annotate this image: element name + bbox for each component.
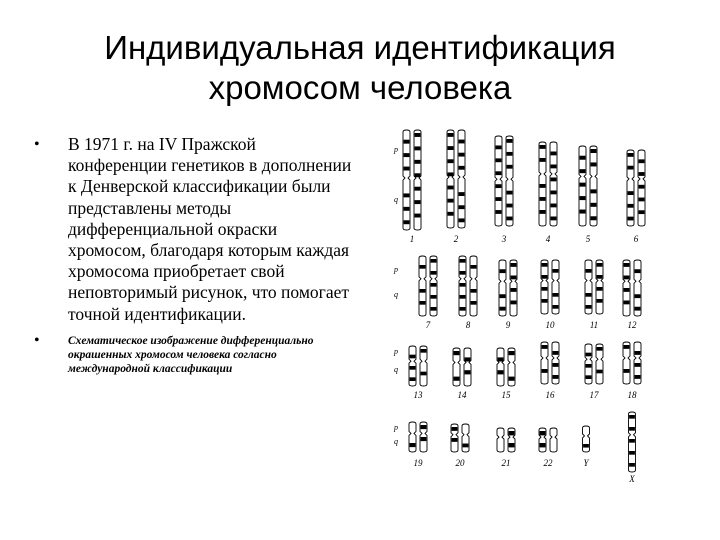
chromosome-4: [539, 142, 557, 244]
dark-band: [511, 276, 517, 280]
dark-band: [624, 276, 630, 280]
chromosome-label: 7: [425, 320, 431, 330]
dark-band: [551, 191, 557, 195]
chromatid: [539, 428, 546, 452]
chromatid: [508, 428, 515, 452]
dark-band: [540, 158, 546, 162]
dark-band: [465, 370, 471, 374]
dark-band: [635, 363, 641, 367]
chromosome-label: 22: [543, 458, 553, 468]
dark-band: [448, 212, 454, 216]
dark-band: [404, 167, 410, 171]
chromatid: [510, 260, 517, 316]
dark-band: [404, 153, 410, 157]
chromosome-label: 10: [545, 320, 555, 330]
chromatid-outline: [583, 426, 590, 452]
dark-band: [597, 347, 603, 351]
chromosome-label: 5: [585, 234, 591, 244]
dark-band: [460, 271, 466, 275]
dark-band: [404, 193, 410, 197]
chromosome-1: [403, 130, 421, 244]
dark-band: [540, 210, 546, 214]
dark-band: [639, 172, 645, 176]
dark-band: [597, 275, 603, 279]
chromosome-x: [628, 412, 635, 482]
dark-band: [471, 265, 477, 269]
dark-band: [415, 160, 421, 164]
dark-band: [454, 377, 460, 381]
dark-band: [454, 351, 460, 355]
dark-band: [553, 351, 559, 355]
chromatid-outline: [497, 428, 504, 452]
dark-band: [415, 146, 421, 150]
arm-label-p: p: [394, 423, 398, 432]
dark-band: [415, 214, 421, 218]
chromosome-label: 17: [589, 390, 599, 400]
dark-band: [511, 301, 517, 305]
dark-band: [420, 301, 426, 305]
dark-band: [421, 349, 427, 353]
chromosome-14: [453, 348, 471, 400]
chromatid: [541, 260, 548, 314]
dark-band: [591, 189, 597, 193]
chromosome-18: [623, 342, 641, 400]
chromatid-outline: [590, 146, 597, 226]
chromatid: [420, 422, 427, 452]
chromatid-outline: [550, 428, 557, 452]
chromatid: [508, 348, 515, 386]
dark-band: [496, 210, 502, 214]
chromatid: [550, 428, 557, 452]
dark-band: [629, 427, 635, 431]
dark-band: [500, 294, 506, 298]
chromatid: [590, 146, 597, 226]
dark-band: [591, 203, 597, 207]
chromatid: [552, 342, 559, 384]
chromatid-outline: [458, 130, 465, 228]
chromatid-outline: [403, 130, 410, 230]
dark-band: [509, 443, 515, 447]
dark-band: [624, 345, 630, 349]
dark-band: [635, 269, 641, 273]
chromatid: [585, 344, 592, 384]
chromosome-15: [497, 348, 515, 400]
chromatid: [539, 142, 546, 226]
dark-band: [404, 220, 410, 224]
dark-band: [597, 263, 603, 267]
bullet-marker-1: •: [34, 136, 40, 153]
dark-band: [586, 353, 592, 357]
chromatid: [634, 260, 641, 316]
chromatid: [459, 256, 466, 316]
dark-band: [421, 425, 427, 429]
dark-band: [404, 140, 410, 144]
chromosome-label: 4: [545, 234, 551, 244]
dark-band: [542, 263, 548, 267]
dark-band: [421, 372, 427, 376]
dark-band: [459, 218, 465, 222]
dark-band: [498, 370, 504, 374]
dark-band: [586, 375, 592, 379]
dark-band: [509, 351, 515, 355]
dark-band: [580, 169, 586, 173]
dark-band: [507, 165, 513, 169]
arm-label-q: q: [394, 195, 398, 204]
dark-band: [624, 263, 630, 267]
dark-band: [452, 427, 458, 431]
dark-band: [431, 283, 437, 287]
dark-band: [410, 443, 416, 447]
dark-band: [415, 200, 421, 204]
dark-band: [404, 207, 410, 211]
dark-band: [591, 216, 597, 220]
dark-band: [452, 438, 458, 442]
chromatid: [495, 136, 502, 226]
dark-band: [580, 196, 586, 200]
dark-band: [410, 366, 416, 370]
bullet-marker-2: •: [34, 332, 40, 349]
dark-band: [459, 153, 465, 157]
dark-band: [410, 377, 416, 381]
dark-band: [415, 173, 421, 177]
dark-band: [553, 293, 559, 297]
dark-band: [639, 185, 645, 189]
chromosome-label: 1: [409, 234, 415, 244]
chromosome-22: [539, 428, 557, 468]
dark-band: [586, 293, 592, 297]
dark-band: [507, 152, 513, 156]
dark-band: [448, 199, 454, 203]
dark-band: [421, 437, 427, 441]
dark-band: [431, 295, 437, 299]
chromatid-outline: [462, 424, 469, 452]
dark-band: [507, 204, 513, 208]
dark-band: [580, 183, 586, 187]
chromatid: [552, 260, 559, 314]
dark-band: [628, 166, 634, 170]
dark-band: [460, 283, 466, 287]
title-line-2: хромосом человека: [208, 69, 512, 106]
chromatid: [627, 150, 634, 226]
dark-band: [420, 265, 426, 269]
dark-band: [624, 301, 630, 305]
dark-band: [415, 133, 421, 137]
dark-band: [580, 156, 586, 160]
chromatid: [462, 424, 469, 452]
slide-title: [0, 28, 720, 108]
chromatid: [550, 142, 557, 226]
dark-band: [507, 217, 513, 221]
dark-band: [507, 191, 513, 195]
chromosome-8: [459, 256, 477, 330]
dark-band: [511, 288, 517, 292]
dark-band: [448, 172, 454, 176]
dark-band: [639, 159, 645, 163]
dark-band: [551, 204, 557, 208]
chromatid-outline: [497, 348, 504, 386]
dark-band: [496, 197, 502, 201]
chromosome-label: Y: [583, 458, 589, 468]
dark-band: [542, 369, 548, 373]
chromosome-label: 21: [501, 458, 511, 468]
dark-band: [597, 299, 603, 303]
chromosome-11: [585, 260, 603, 330]
chromatid: [497, 348, 504, 386]
dark-band: [420, 289, 426, 293]
chromosome-19: [409, 422, 427, 468]
dark-band: [448, 146, 454, 150]
chromosome-label: 16: [545, 390, 555, 400]
chromatid: [583, 426, 590, 452]
dark-band: [628, 217, 634, 221]
chromosome-6: [627, 150, 645, 244]
chromatid: [409, 422, 416, 452]
dark-band: [629, 451, 635, 455]
chromatid: [596, 260, 603, 314]
dark-band: [540, 184, 546, 188]
chromatid-outline: [464, 348, 471, 386]
chromosome-label: 15: [501, 390, 511, 400]
chromosome-label: 18: [627, 390, 637, 400]
chromosome-17: [585, 344, 603, 400]
chromatid: [499, 260, 506, 316]
dark-band: [542, 275, 548, 279]
arm-label-q: q: [394, 290, 398, 299]
dark-band: [507, 139, 513, 143]
dark-band: [629, 415, 635, 419]
chromatid: [579, 146, 586, 226]
chromatid: [470, 256, 477, 316]
chromatid: [403, 130, 410, 230]
chromosome-y: [583, 426, 590, 468]
chromosome-21: [497, 428, 515, 468]
dark-band: [635, 307, 641, 311]
dark-band: [431, 307, 437, 311]
bullet-text-2: Схематическое изображение дифференциально окрашенных хромосом человека согласно международной классификации: [68, 335, 314, 376]
chromatid: [506, 136, 513, 226]
chromosome-label: 12: [627, 320, 637, 330]
chromatid: [497, 428, 504, 452]
chromosome-label: 9: [505, 320, 511, 330]
dark-band: [460, 259, 466, 263]
dark-band: [500, 269, 506, 273]
dark-band: [586, 305, 592, 309]
chromosome-label: 8: [465, 320, 471, 330]
chromosome-label: 11: [589, 320, 599, 330]
chromosome-label: 20: [455, 458, 465, 468]
dark-band: [459, 192, 465, 196]
chromosome-9: [499, 260, 517, 330]
dark-band: [553, 375, 559, 379]
chromatid: [447, 130, 454, 228]
title-line-1: Индивидуальная идентификация: [104, 29, 616, 66]
dark-band: [463, 444, 469, 448]
dark-band: [542, 345, 548, 349]
chromatid: [629, 412, 636, 472]
chromosome-10: [541, 260, 559, 330]
dark-band: [498, 357, 504, 361]
dark-band: [496, 171, 502, 175]
dark-band: [551, 152, 557, 156]
chromatid: [634, 342, 641, 384]
dark-band: [459, 140, 465, 144]
dark-band: [628, 153, 634, 157]
dark-band: [465, 357, 471, 361]
arm-label-p: p: [394, 145, 398, 154]
dark-band: [551, 165, 557, 169]
dark-band: [448, 159, 454, 163]
dark-band: [459, 205, 465, 209]
dark-band: [635, 351, 641, 355]
dark-band: [471, 289, 477, 293]
dark-band: [586, 364, 592, 368]
chromatid: [623, 260, 630, 316]
dark-band: [597, 287, 603, 291]
dark-band: [639, 210, 645, 214]
dark-band: [553, 269, 559, 273]
dark-band: [553, 363, 559, 367]
dark-band: [542, 287, 548, 291]
chromatid-outline: [409, 422, 416, 452]
dark-band: [540, 443, 546, 447]
dark-band: [628, 204, 634, 208]
chromosome-label: X: [629, 474, 635, 482]
chromatid: [414, 130, 421, 230]
chromatid: [409, 346, 416, 386]
dark-band: [586, 269, 592, 273]
karyogram-figure: [388, 122, 668, 482]
chromatid: [585, 260, 592, 314]
dark-band: [448, 133, 454, 137]
dark-band: [509, 431, 515, 435]
dark-band: [410, 355, 416, 359]
dark-band: [471, 301, 477, 305]
chromosome-12: [623, 260, 641, 330]
dark-band: [597, 370, 603, 374]
dark-band: [583, 444, 589, 448]
dark-band: [624, 288, 630, 292]
chromatid: [430, 256, 437, 316]
chromosome-label: 2: [453, 234, 459, 244]
chromosome-16: [541, 342, 559, 400]
chromatid: [451, 424, 458, 452]
dark-band: [431, 271, 437, 275]
dark-band: [551, 217, 557, 221]
chromosome-13: [409, 346, 427, 400]
dark-band: [496, 158, 502, 162]
chromosome-20: [451, 424, 469, 468]
arm-label-p: p: [394, 347, 398, 356]
dark-band: [580, 210, 586, 214]
chromosome-7: [419, 256, 437, 330]
dark-band: [624, 369, 630, 373]
dark-band: [459, 166, 465, 170]
dark-band: [496, 184, 502, 188]
chromosome-label: 6: [633, 234, 639, 244]
dark-band: [448, 186, 454, 190]
chromatid: [464, 348, 471, 386]
dark-band: [431, 259, 437, 263]
dark-band: [500, 307, 506, 311]
dark-band: [628, 191, 634, 195]
dark-band: [460, 295, 466, 299]
chromosome-label: 3: [501, 234, 507, 244]
chromatid: [420, 346, 427, 386]
chromatid: [458, 130, 465, 228]
dark-band: [496, 145, 502, 149]
dark-band: [460, 307, 466, 311]
dark-band: [511, 263, 517, 267]
dark-band: [639, 198, 645, 202]
chromosome-label: 19: [413, 458, 423, 468]
dark-band: [540, 431, 546, 435]
dark-band: [591, 149, 597, 153]
chromosome-label: 14: [457, 390, 467, 400]
dark-band: [591, 162, 597, 166]
chromosome-label: 13: [413, 390, 423, 400]
chromatid: [638, 150, 645, 226]
arm-label-q: q: [394, 437, 398, 446]
bullet-text-1: В 1971 г. на IV Пражской конференции генетиков в дополнении к Денверской классификации были представлены методы дифференциальной окраски хромосом, благодаря которым каждая хромосома приобретает свой неповторимый рисунок, что помогает точной идентификации.: [68, 134, 352, 324]
chromatid: [596, 344, 603, 384]
dark-band: [509, 377, 515, 381]
chromatid: [453, 348, 460, 386]
chromatid: [419, 256, 426, 316]
dark-band: [635, 294, 641, 298]
chromatid: [541, 342, 548, 384]
dark-band: [415, 187, 421, 191]
dark-band: [540, 145, 546, 149]
dark-band: [551, 178, 557, 182]
chromosome-2: [447, 130, 465, 244]
dark-band: [553, 305, 559, 309]
chromatid-outline: [506, 136, 513, 226]
dark-band: [635, 375, 641, 379]
arm-label-q: q: [394, 365, 398, 374]
chromosome-3: [495, 136, 513, 244]
dark-band: [629, 463, 635, 467]
chromatid: [623, 342, 630, 384]
chromosome-5: [579, 146, 597, 244]
arm-label-p: p: [394, 265, 398, 274]
dark-band: [629, 439, 635, 443]
chromatid-outline: [627, 150, 634, 226]
dark-band: [542, 299, 548, 303]
dark-band: [540, 197, 546, 201]
